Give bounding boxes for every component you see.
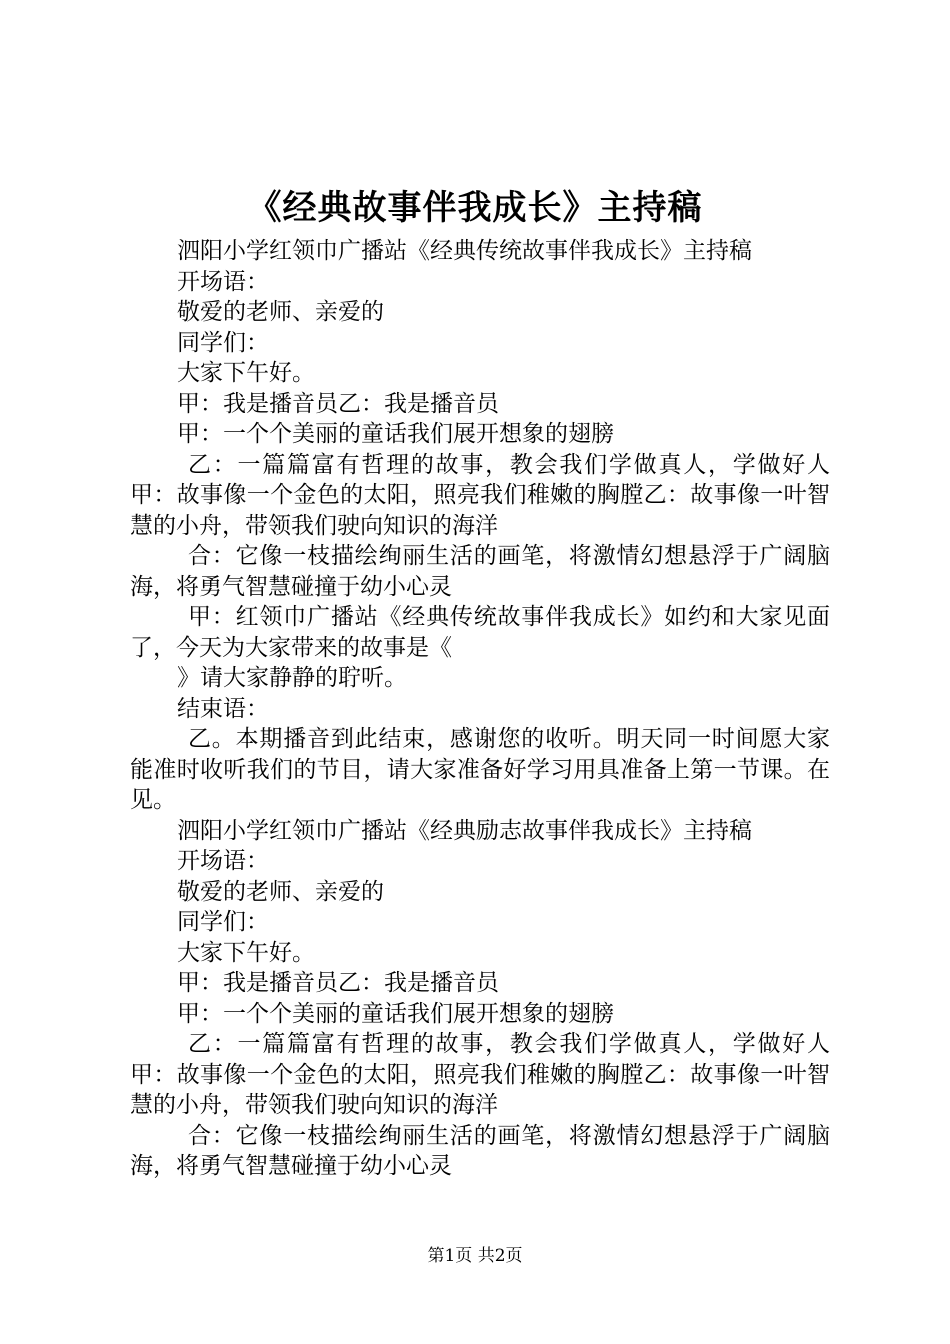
paragraph: 甲：我是播音员乙：我是播音员 bbox=[177, 970, 499, 996]
paragraph: 甲：我是播音员乙：我是播音员 bbox=[177, 390, 499, 417]
paragraph: 同学们： bbox=[177, 329, 269, 356]
paragraph: 泗阳小学红领巾广播站《经典传统故事伴我成长》主持稿 bbox=[177, 238, 752, 264]
paragraph: 合：它像一枝描绘绚丽生活的画笔，将激情幻想悬浮于广阔脑海，将勇气智慧碰撞于幼小心灵 bbox=[130, 1122, 830, 1179]
paragraph: 大家下午好。 bbox=[177, 939, 315, 966]
paragraph: 泗阳小学红领巾广播站《经典励志故事伴我成长》主持稿 bbox=[177, 817, 752, 844]
paragraph: 敬爱的老师、亲爱的 bbox=[177, 299, 384, 325]
paragraph: 甲：一个个美丽的童话我们展开想象的翅膀 bbox=[177, 421, 614, 447]
paragraph: 》请大家静静的聍听。 bbox=[177, 665, 407, 691]
paragraph: 开场语： bbox=[177, 848, 269, 874]
paragraph: 开场语： bbox=[177, 268, 269, 295]
document-title: 《经典故事伴我成长》主持稿 bbox=[247, 188, 703, 228]
paragraph: 乙：一篇篇富有哲理的故事，教会我们学做真人，学做好人甲：故事像一个金色的太阳，照亮我们稚嫩的胸膛乙：故事像一叶智慧的小舟，带领我们驶向知识的海洋 bbox=[130, 451, 830, 539]
document-body bbox=[130, 236, 830, 1182]
paragraph: 乙。本期播音到此结束，感谢您的收听。明天同一时间愿大家能准时收听我们的节目，请大家准备好学习用具准备上第一节课。在见。 bbox=[130, 726, 830, 813]
paragraph: 甲：一个个美丽的童话我们展开想象的翅膀 bbox=[177, 1000, 614, 1027]
paragraph: 敬爱的老师、亲爱的 bbox=[177, 878, 384, 905]
paragraph: 合：它像一枝描绘绚丽生活的画笔，将激情幻想悬浮于广阔脑海，将勇气智慧碰撞于幼小心灵 bbox=[130, 543, 830, 600]
page-footer: 第1页 共2页 bbox=[427, 1246, 523, 1266]
paragraph: 同学们： bbox=[177, 909, 269, 935]
paragraph: 结束语： bbox=[177, 695, 269, 722]
paragraph: 甲：红领巾广播站《经典传统故事伴我成长》如约和大家见面了，今天为大家带来的故事是《 bbox=[130, 604, 830, 661]
paragraph: 大家下午好。 bbox=[177, 360, 315, 386]
paragraph: 乙：一篇篇富有哲理的故事，教会我们学做真人，学做好人甲：故事像一个金色的太阳，照亮我们稚嫩的胸膛乙：故事像一叶智慧的小舟，带领我们驶向知识的海洋 bbox=[130, 1031, 830, 1118]
